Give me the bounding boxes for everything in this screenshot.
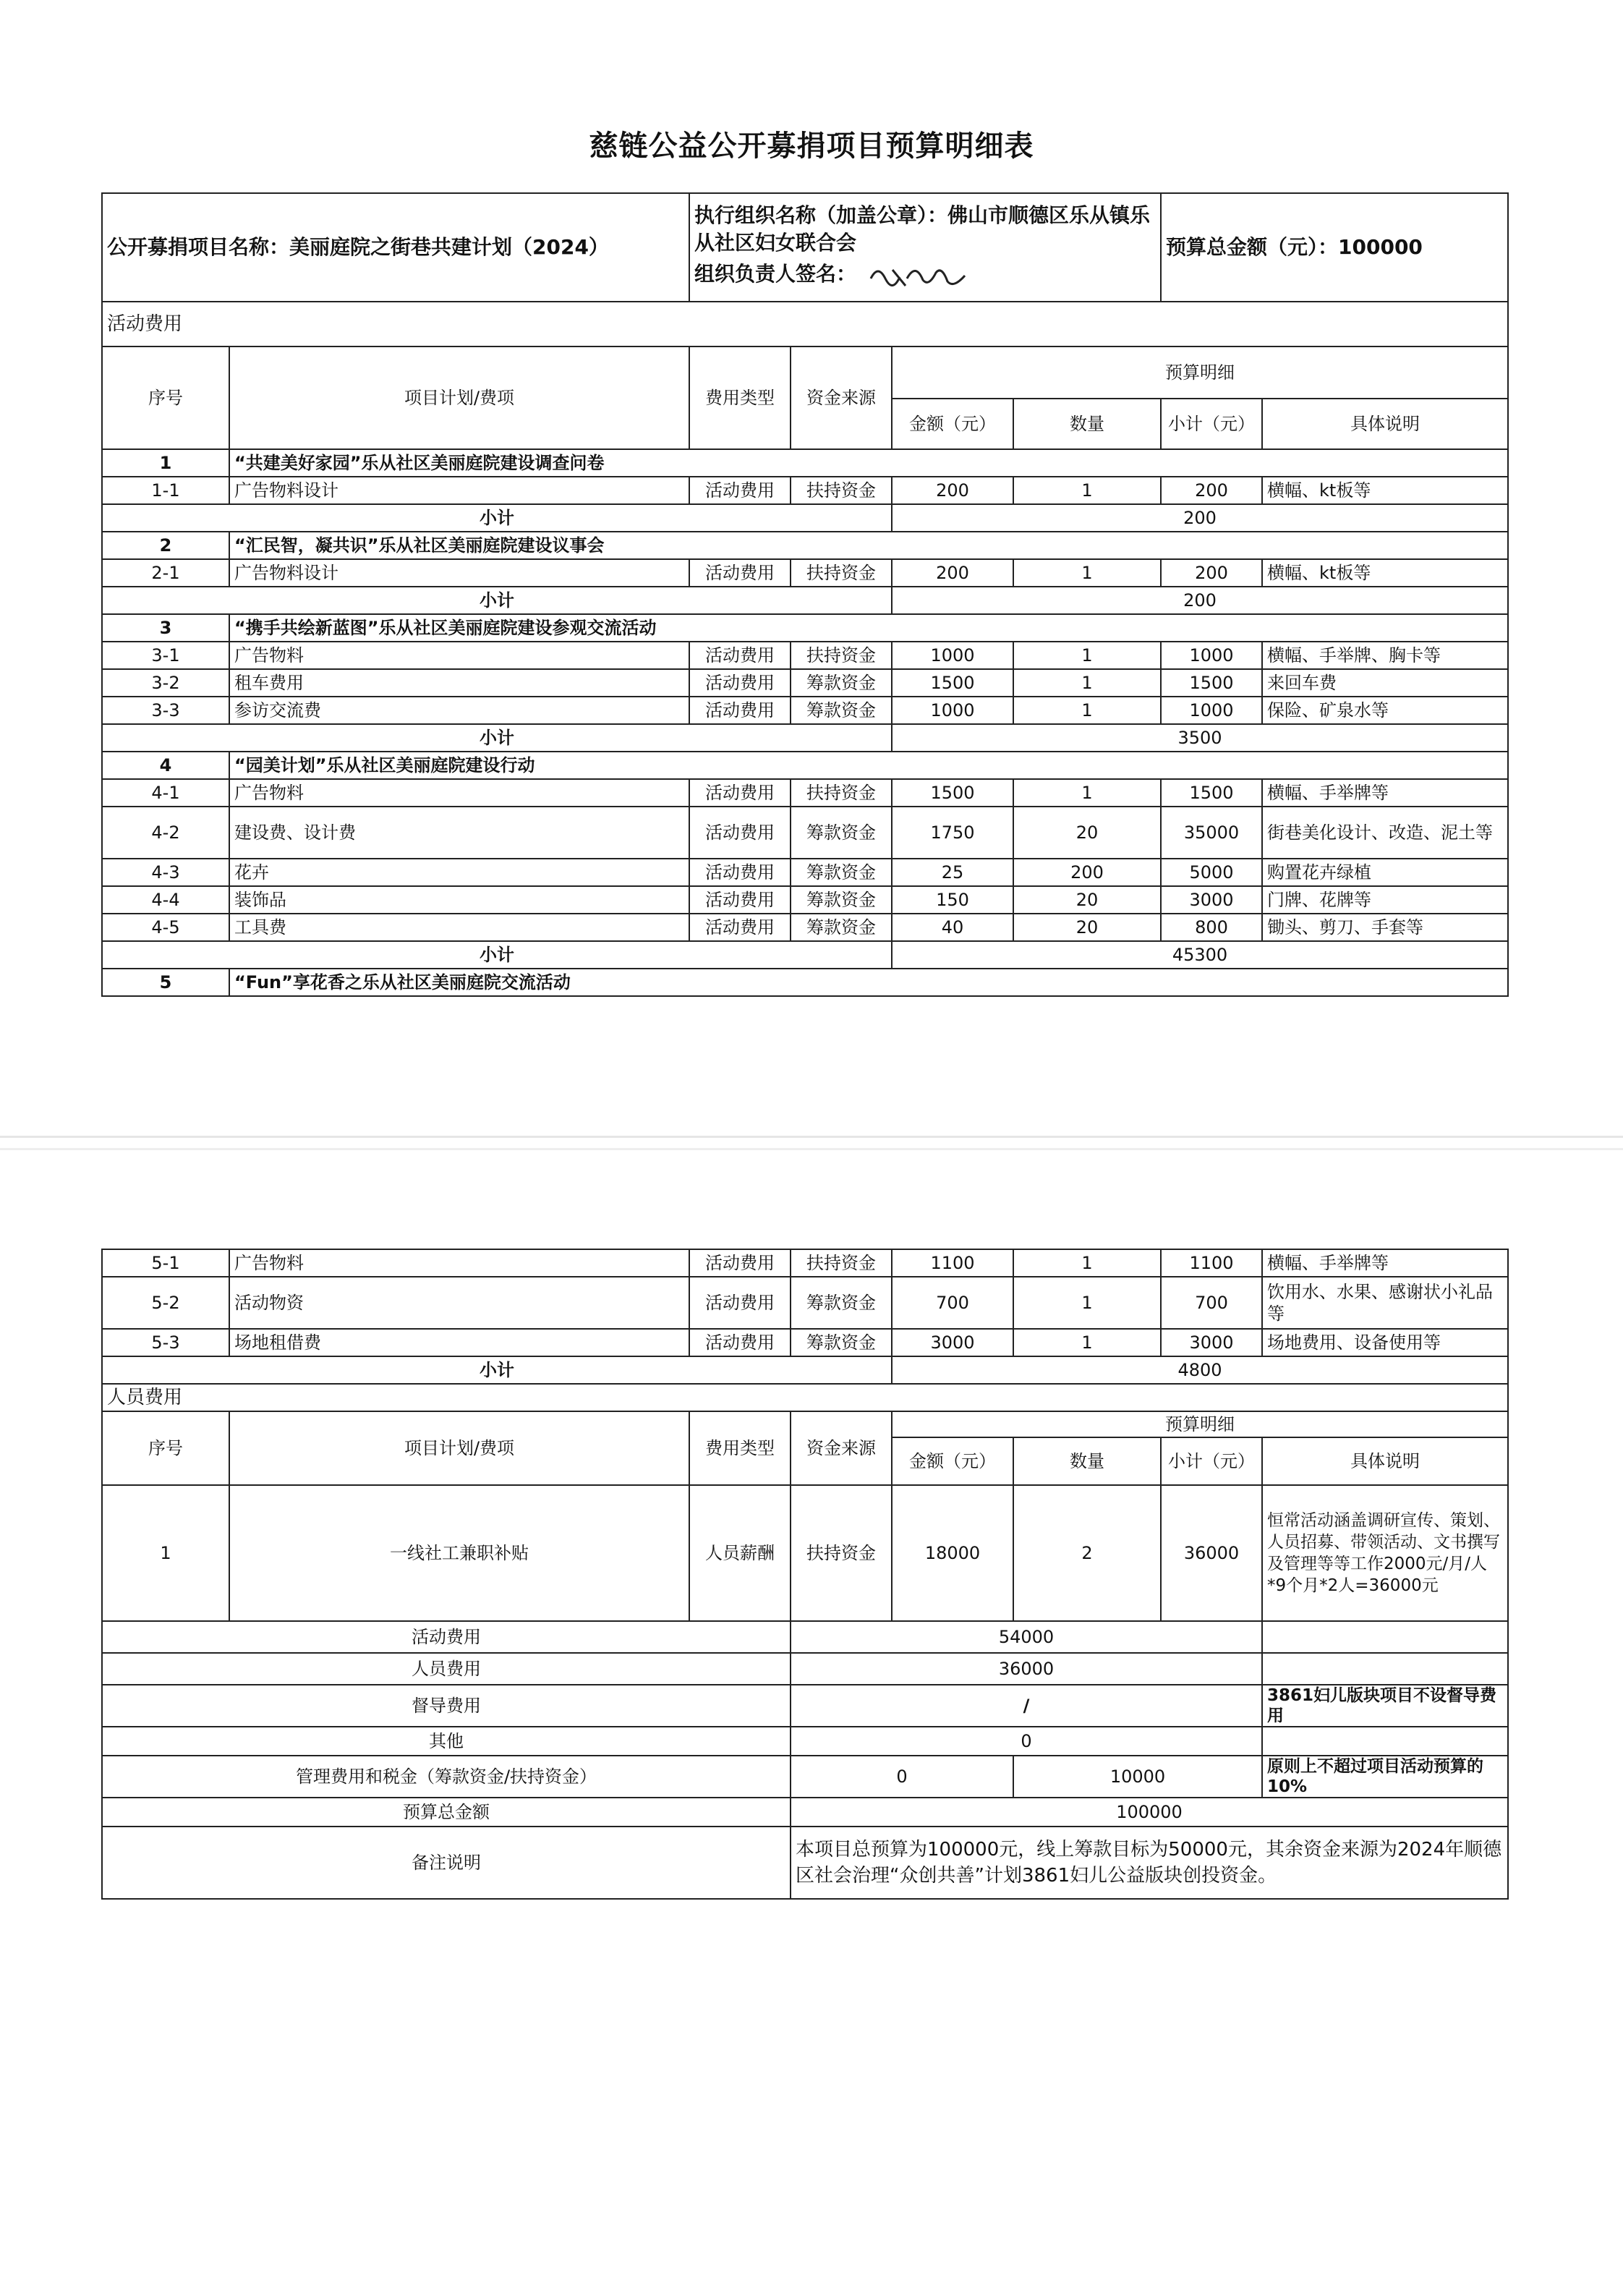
row-desc: 饮用水、水果、感谢状小礼品等 bbox=[1262, 1277, 1508, 1329]
row-amount: 1000 bbox=[892, 642, 1013, 669]
group-title: “携手共绘新蓝图”乐从社区美丽庭院建设参观交流活动 bbox=[229, 614, 1508, 642]
row-desc: 横幅、手举牌、胸卡等 bbox=[1262, 642, 1508, 669]
col-amount: 金额（元） bbox=[892, 399, 1013, 449]
row-subtotal: 36000 bbox=[1161, 1485, 1262, 1621]
summary-other-label: 其他 bbox=[102, 1727, 791, 1756]
row-desc: 横幅、kt板等 bbox=[1262, 559, 1508, 587]
row-source: 筹款资金 bbox=[791, 807, 892, 859]
group-seq: 1 bbox=[102, 449, 229, 477]
subtotal-label: 小计 bbox=[102, 587, 892, 614]
row-amount: 1100 bbox=[892, 1249, 1013, 1277]
row-source: 扶持资金 bbox=[791, 1485, 892, 1621]
col-desc: 具体说明 bbox=[1262, 1437, 1508, 1485]
personnel-section-title: 人员费用 bbox=[102, 1384, 1508, 1411]
row-desc: 锄头、剪刀、手套等 bbox=[1262, 914, 1508, 941]
remark-label: 备注说明 bbox=[102, 1827, 791, 1899]
row-amount: 1500 bbox=[892, 669, 1013, 697]
row-qty: 20 bbox=[1013, 807, 1161, 859]
col-desc: 具体说明 bbox=[1262, 399, 1508, 449]
row-subtotal: 700 bbox=[1161, 1277, 1262, 1329]
row-desc: 场地费用、设备使用等 bbox=[1262, 1329, 1508, 1356]
row-type: 活动费用 bbox=[689, 1249, 791, 1277]
col-type: 费用类型 bbox=[689, 346, 791, 449]
row-qty: 2 bbox=[1013, 1485, 1161, 1621]
col-detail-group: 预算明细 bbox=[892, 346, 1508, 399]
subtotal-value: 200 bbox=[892, 587, 1508, 614]
total-budget-cell bbox=[1161, 193, 1508, 302]
row-item: 广告物料 bbox=[229, 642, 689, 669]
row-qty: 1 bbox=[1013, 697, 1161, 724]
row-amount: 1750 bbox=[892, 807, 1013, 859]
summary-supervision-note: 3861妇儿版块项目不设督导费用 bbox=[1262, 1685, 1508, 1727]
row-seq: 4-3 bbox=[102, 859, 229, 886]
row-type: 活动费用 bbox=[689, 477, 791, 504]
table-row bbox=[102, 1277, 1508, 1329]
summary-mgmt-fund: 0 bbox=[791, 1756, 1013, 1798]
row-subtotal: 5000 bbox=[1161, 859, 1262, 886]
row-seq: 4-4 bbox=[102, 886, 229, 914]
row-amount: 200 bbox=[892, 559, 1013, 587]
page-title: 慈链公益公开募捐项目预算明细表 bbox=[589, 129, 1034, 163]
row-seq: 5-1 bbox=[102, 1249, 229, 1277]
row-subtotal: 35000 bbox=[1161, 807, 1262, 859]
table-row bbox=[102, 1249, 1508, 1277]
row-subtotal: 200 bbox=[1161, 559, 1262, 587]
group-title: “汇民智，凝共识”乐从社区美丽庭院建设议事会 bbox=[229, 532, 1508, 559]
table-row bbox=[102, 807, 1508, 859]
row-amount: 25 bbox=[892, 859, 1013, 886]
row-source: 扶持资金 bbox=[791, 559, 892, 587]
table-row bbox=[102, 697, 1508, 724]
row-item: 一线社工兼职补贴 bbox=[229, 1485, 689, 1621]
row-type: 活动费用 bbox=[689, 859, 791, 886]
row-qty: 1 bbox=[1013, 642, 1161, 669]
budget-table-page2 bbox=[101, 1249, 1509, 1900]
signature bbox=[864, 257, 972, 293]
row-type: 活动费用 bbox=[689, 886, 791, 914]
col-detail-group: 预算明细 bbox=[892, 1411, 1508, 1437]
subtotal-value: 4800 bbox=[892, 1356, 1508, 1384]
row-source: 筹款资金 bbox=[791, 859, 892, 886]
row-source: 扶持资金 bbox=[791, 642, 892, 669]
col-qty: 数量 bbox=[1013, 399, 1161, 449]
col-source: 资金来源 bbox=[791, 1411, 892, 1485]
subtotal-label: 小计 bbox=[102, 1356, 892, 1384]
row-amount: 18000 bbox=[892, 1485, 1013, 1621]
row-seq: 4-2 bbox=[102, 807, 229, 859]
row-seq: 5-3 bbox=[102, 1329, 229, 1356]
row-type: 活动费用 bbox=[689, 807, 791, 859]
row-subtotal: 1000 bbox=[1161, 697, 1262, 724]
row-desc: 横幅、手举牌等 bbox=[1262, 779, 1508, 807]
row-desc: 门牌、花牌等 bbox=[1262, 886, 1508, 914]
table-row bbox=[102, 477, 1508, 504]
row-amount: 1000 bbox=[892, 697, 1013, 724]
row-qty: 1 bbox=[1013, 669, 1161, 697]
row-desc: 购置花卉绿植 bbox=[1262, 859, 1508, 886]
summary-mgmt-label: 管理费用和税金（筹款资金/扶持资金） bbox=[102, 1756, 791, 1798]
row-amount: 150 bbox=[892, 886, 1013, 914]
summary-other-note bbox=[1262, 1727, 1508, 1756]
summary-activity-value: 54000 bbox=[791, 1621, 1262, 1653]
org-name: 执行组织名称（加盖公章）：佛山市顺德区乐从镇乐从社区妇女联合会 bbox=[694, 203, 1151, 255]
subtotal-label: 小计 bbox=[102, 941, 892, 969]
row-item: 场地租借费 bbox=[229, 1329, 689, 1356]
summary-personnel-label: 人员费用 bbox=[102, 1653, 791, 1685]
col-amount: 金额（元） bbox=[892, 1437, 1013, 1485]
row-source: 筹款资金 bbox=[791, 886, 892, 914]
row-type: 活动费用 bbox=[689, 559, 791, 587]
row-item: 花卉 bbox=[229, 859, 689, 886]
summary-other-value: 0 bbox=[791, 1727, 1262, 1756]
row-subtotal: 1500 bbox=[1161, 669, 1262, 697]
row-item: 装饰品 bbox=[229, 886, 689, 914]
row-amount: 40 bbox=[892, 914, 1013, 941]
row-item: 广告物料 bbox=[229, 779, 689, 807]
subtotal-value: 45300 bbox=[892, 941, 1508, 969]
summary-total-label: 预算总金额 bbox=[102, 1798, 791, 1827]
summary-mgmt-note: 原则上不超过项目活动预算的10% bbox=[1262, 1756, 1508, 1798]
table-row bbox=[102, 886, 1508, 914]
project-name-cell bbox=[102, 193, 689, 302]
row-desc: 来回车费 bbox=[1262, 669, 1508, 697]
row-item: 广告物料设计 bbox=[229, 477, 689, 504]
summary-activity-label: 活动费用 bbox=[102, 1621, 791, 1653]
row-type: 活动费用 bbox=[689, 642, 791, 669]
row-item: 广告物料设计 bbox=[229, 559, 689, 587]
row-subtotal: 3000 bbox=[1161, 1329, 1262, 1356]
row-qty: 1 bbox=[1013, 1277, 1161, 1329]
activity-section-title: 活动费用 bbox=[102, 302, 1508, 346]
col-seq: 序号 bbox=[102, 346, 229, 449]
org-cell bbox=[689, 193, 1161, 302]
table-row bbox=[102, 1485, 1508, 1621]
row-seq: 3-3 bbox=[102, 697, 229, 724]
row-desc: 横幅、kt板等 bbox=[1262, 477, 1508, 504]
row-type: 人员薪酬 bbox=[689, 1485, 791, 1621]
project-name: 公开募捐项目名称：美丽庭院之街巷共建计划（2024） bbox=[107, 235, 609, 259]
row-desc: 横幅、手举牌等 bbox=[1262, 1249, 1508, 1277]
row-subtotal: 200 bbox=[1161, 477, 1262, 504]
budget-table-page1 bbox=[101, 192, 1509, 997]
subtotal-label: 小计 bbox=[102, 724, 892, 752]
page-break bbox=[0, 1136, 1623, 1150]
group-title: “园美计划”乐从社区美丽庭院建设行动 bbox=[229, 752, 1508, 779]
table-row bbox=[102, 859, 1508, 886]
row-qty: 20 bbox=[1013, 914, 1161, 941]
row-source: 筹款资金 bbox=[791, 669, 892, 697]
row-qty: 1 bbox=[1013, 477, 1161, 504]
row-source: 筹款资金 bbox=[791, 1329, 892, 1356]
row-item: 参访交流费 bbox=[229, 697, 689, 724]
row-amount: 3000 bbox=[892, 1329, 1013, 1356]
row-item: 工具费 bbox=[229, 914, 689, 941]
row-subtotal: 3000 bbox=[1161, 886, 1262, 914]
col-type: 费用类型 bbox=[689, 1411, 791, 1485]
row-source: 筹款资金 bbox=[791, 914, 892, 941]
row-qty: 1 bbox=[1013, 1249, 1161, 1277]
row-subtotal: 800 bbox=[1161, 914, 1262, 941]
summary-supervision-label: 督导费用 bbox=[102, 1685, 791, 1727]
row-desc: 恒常活动涵盖调研宣传、策划、人员招募、带领活动、文书撰写及管理等等工作2000元/月/人*9个月*2人=36000元 bbox=[1262, 1485, 1508, 1621]
row-desc: 保险、矿泉水等 bbox=[1262, 697, 1508, 724]
row-seq: 3-2 bbox=[102, 669, 229, 697]
row-source: 扶持资金 bbox=[791, 1249, 892, 1277]
summary-personnel-value: 36000 bbox=[791, 1653, 1262, 1685]
row-qty: 20 bbox=[1013, 886, 1161, 914]
row-qty: 1 bbox=[1013, 1329, 1161, 1356]
col-subtotal: 小计（元） bbox=[1161, 399, 1262, 449]
col-subtotal: 小计（元） bbox=[1161, 1437, 1262, 1485]
table-row bbox=[102, 914, 1508, 941]
summary-supervision-value: / bbox=[791, 1685, 1262, 1727]
row-type: 活动费用 bbox=[689, 914, 791, 941]
row-seq: 2-1 bbox=[102, 559, 229, 587]
table-row bbox=[102, 779, 1508, 807]
group-seq: 2 bbox=[102, 532, 229, 559]
subtotal-value: 3500 bbox=[892, 724, 1508, 752]
row-type: 活动费用 bbox=[689, 669, 791, 697]
table-row bbox=[102, 642, 1508, 669]
row-type: 活动费用 bbox=[689, 779, 791, 807]
row-seq: 1 bbox=[102, 1485, 229, 1621]
row-seq: 4-1 bbox=[102, 779, 229, 807]
row-subtotal: 1000 bbox=[1161, 642, 1262, 669]
org-sign-label: 组织负责人签名： bbox=[694, 262, 857, 286]
row-item: 活动物资 bbox=[229, 1277, 689, 1329]
row-seq: 1-1 bbox=[102, 477, 229, 504]
row-source: 扶持资金 bbox=[791, 779, 892, 807]
group-seq: 3 bbox=[102, 614, 229, 642]
group-title: “共建美好家园”乐从社区美丽庭院建设调查问卷 bbox=[229, 449, 1508, 477]
remark-text: 本项目总预算为100000元，线上筹款目标为50000元，其余资金来源为2024年顺德区社会治理“众创共善”计划3861妇儿公益版块创投资金。 bbox=[791, 1827, 1508, 1899]
col-source: 资金来源 bbox=[791, 346, 892, 449]
row-qty: 1 bbox=[1013, 559, 1161, 587]
row-subtotal: 1100 bbox=[1161, 1249, 1262, 1277]
row-type: 活动费用 bbox=[689, 697, 791, 724]
row-type: 活动费用 bbox=[689, 1277, 791, 1329]
summary-personnel-note bbox=[1262, 1653, 1508, 1685]
table-row bbox=[102, 559, 1508, 587]
row-item: 建设费、设计费 bbox=[229, 807, 689, 859]
org-sign-line bbox=[694, 262, 972, 286]
col-item: 项目计划/费项 bbox=[229, 346, 689, 449]
group-seq: 4 bbox=[102, 752, 229, 779]
row-qty: 1 bbox=[1013, 779, 1161, 807]
row-source: 筹款资金 bbox=[791, 697, 892, 724]
row-qty: 200 bbox=[1013, 859, 1161, 886]
col-item: 项目计划/费项 bbox=[229, 1411, 689, 1485]
row-desc: 街巷美化设计、改造、泥土等 bbox=[1262, 807, 1508, 859]
row-type: 活动费用 bbox=[689, 1329, 791, 1356]
row-amount: 1500 bbox=[892, 779, 1013, 807]
row-amount: 200 bbox=[892, 477, 1013, 504]
table-row bbox=[102, 669, 1508, 697]
subtotal-value: 200 bbox=[892, 504, 1508, 532]
row-source: 筹款资金 bbox=[791, 1277, 892, 1329]
group-seq: 5 bbox=[102, 969, 229, 996]
row-subtotal: 1500 bbox=[1161, 779, 1262, 807]
total-budget: 预算总金额（元）：100000 bbox=[1166, 235, 1423, 259]
col-seq: 序号 bbox=[102, 1411, 229, 1485]
row-source: 扶持资金 bbox=[791, 477, 892, 504]
summary-activity-note bbox=[1262, 1621, 1508, 1653]
row-seq: 5-2 bbox=[102, 1277, 229, 1329]
subtotal-label: 小计 bbox=[102, 504, 892, 532]
summary-total-value: 100000 bbox=[791, 1798, 1508, 1827]
group-title: “Fun”享花香之乐从社区美丽庭院交流活动 bbox=[229, 969, 1508, 996]
row-item: 广告物料 bbox=[229, 1249, 689, 1277]
row-amount: 700 bbox=[892, 1277, 1013, 1329]
row-seq: 4-5 bbox=[102, 914, 229, 941]
col-qty: 数量 bbox=[1013, 1437, 1161, 1485]
row-item: 租车费用 bbox=[229, 669, 689, 697]
row-seq: 3-1 bbox=[102, 642, 229, 669]
table-row bbox=[102, 1329, 1508, 1356]
summary-mgmt-support: 10000 bbox=[1013, 1756, 1262, 1798]
